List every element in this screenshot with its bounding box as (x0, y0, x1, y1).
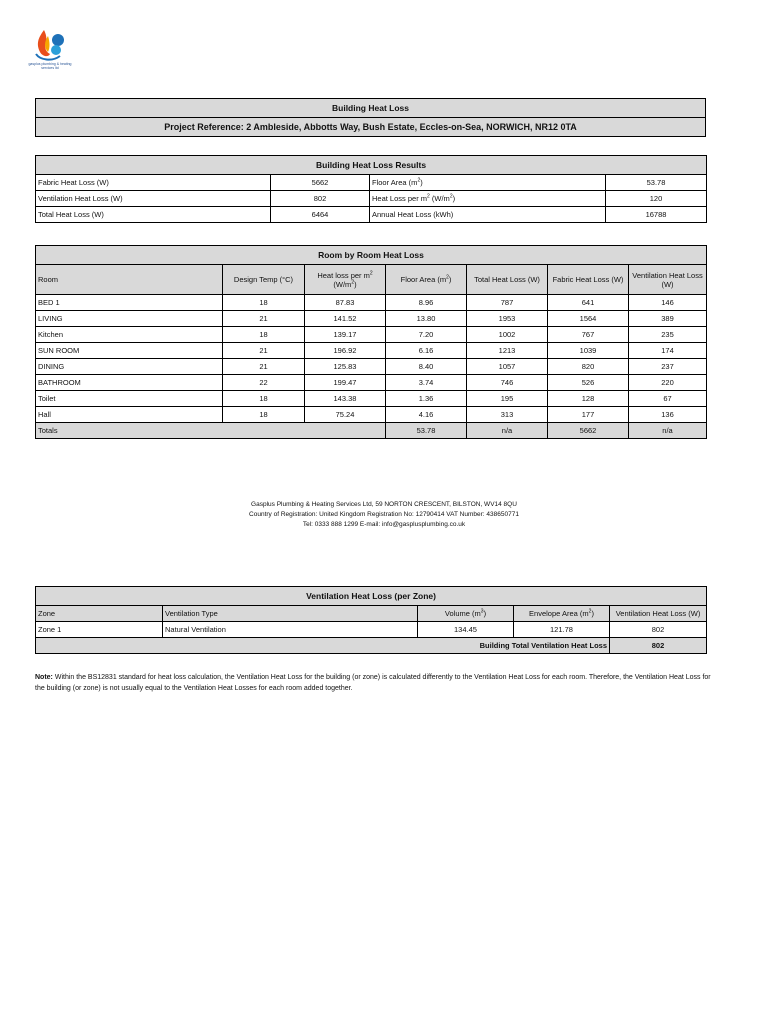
cell-total-heat-loss: 1057 (467, 359, 548, 375)
row-label: Ventilation Heat Loss (W) (36, 191, 271, 207)
room-heat-loss-table (35, 245, 707, 439)
cell-ventilation-heat-loss: 220 (629, 375, 707, 391)
note-paragraph (35, 672, 715, 694)
table-header-row (36, 606, 707, 622)
cell-floor-area: 1.36 (386, 391, 467, 407)
cell-room: SUN ROOM (36, 343, 223, 359)
col-header-zone: Zone (36, 606, 163, 622)
rooms-title: Room by Room Heat Loss (36, 246, 707, 265)
totals-label: Totals (36, 423, 386, 439)
cell-fabric-heat-loss: 128 (548, 391, 629, 407)
cell-ventilation-heat-loss: 67 (629, 391, 707, 407)
row-label: Total Heat Loss (W) (36, 207, 271, 223)
cell-ventilation-heat-loss: 146 (629, 295, 707, 311)
row-value: 120 (606, 191, 707, 207)
ventilation-title: Ventilation Heat Loss (per Zone) (36, 587, 707, 606)
cell-room: Toilet (36, 391, 223, 407)
cell-ventilation-heat-loss: 802 (610, 622, 707, 638)
cell-total-heat-loss: 195 (467, 391, 548, 407)
table-row (36, 191, 707, 207)
cell-ventilation-heat-loss: 136 (629, 407, 707, 423)
table-row (36, 207, 707, 223)
table-row (36, 311, 707, 327)
cell-total-heat-loss: 1002 (467, 327, 548, 343)
cell-floor-area: 13.80 (386, 311, 467, 327)
col-header-ventilation-heat-loss: Ventilation Heat Loss (W) (610, 606, 707, 622)
ventilation-table (35, 586, 707, 654)
table-row (36, 407, 707, 423)
cell-heat-loss-per-m2: 139.17 (305, 327, 386, 343)
cell-design-temp: 18 (223, 327, 305, 343)
cell-fabric-heat-loss: 641 (548, 295, 629, 311)
cell-heat-loss-per-m2: 75.24 (305, 407, 386, 423)
table-header-row (36, 265, 707, 295)
cell-heat-loss-per-m2: 87.83 (305, 295, 386, 311)
cell-fabric-heat-loss: 767 (548, 327, 629, 343)
table-row (36, 295, 707, 311)
cell-ventilation-heat-loss: 389 (629, 311, 707, 327)
cell-ventilation-heat-loss: 174 (629, 343, 707, 359)
note-label: Note: (35, 674, 53, 681)
footer-registration: Country of Registration: United Kingdom Registration No: 12790414 VAT Number: 438650771 (249, 511, 519, 518)
cell-floor-area: 8.96 (386, 295, 467, 311)
cell-room: BATHROOM (36, 375, 223, 391)
cell-fabric-heat-loss: 526 (548, 375, 629, 391)
col-header-ventilation-heat-loss: Ventilation Heat Loss (W) (629, 265, 707, 295)
cell-design-temp: 21 (223, 343, 305, 359)
company-footer (35, 500, 733, 530)
col-header-total-heat-loss: Total Heat Loss (W) (467, 265, 548, 295)
cell-design-temp: 18 (223, 407, 305, 423)
cell-ventilation-heat-loss: 237 (629, 359, 707, 375)
cell-room: LIVING (36, 311, 223, 327)
cell-ventilation-type: Natural Ventilation (163, 622, 418, 638)
results-table (35, 155, 707, 223)
row-value: 53.78 (606, 175, 707, 191)
col-header-ventilation-type: Ventilation Type (163, 606, 418, 622)
cell-total-heat-loss: 1953 (467, 311, 548, 327)
document-title: Building Heat Loss (36, 99, 706, 118)
cell-fabric-heat-loss: 1564 (548, 311, 629, 327)
note-text: Within the BS12831 standard for heat loss calculation, the Ventilation Heat Loss for the building (or zone) is calculated differently to the Ventilation Heat Loss for each room. Therefore, the Ventilation Heat Loss for the building (or zone) is not usually equal to the Ventilation Heat Losses for each room added together. (35, 674, 711, 692)
row-label: Fabric Heat Loss (W) (36, 175, 271, 191)
project-reference: Project Reference: 2 Ambleside, Abbotts Way, Bush Estate, Eccles-on-Sea, NORWICH, NR12 0TA (36, 118, 706, 137)
table-row (36, 622, 707, 638)
row-value: 6464 (271, 207, 370, 223)
title-table (35, 98, 706, 137)
footer-address: Gasplus Plumbing & Heating Services Ltd, 59 NORTON CRESCENT, BILSTON, WV14 8QU (251, 501, 517, 508)
totals-fabric: 5662 (548, 423, 629, 439)
cell-design-temp: 21 (223, 359, 305, 375)
cell-design-temp: 22 (223, 375, 305, 391)
col-header-envelope-area: Envelope Area $(m^2)$ (514, 606, 610, 622)
col-header-design-temp: Design Temp (°C) (223, 265, 305, 295)
totals-area: 53.78 (386, 423, 467, 439)
cell-ventilation-heat-loss: 235 (629, 327, 707, 343)
row-label: Annual Heat Loss (kWh) (370, 207, 606, 223)
cell-fabric-heat-loss: 1039 (548, 343, 629, 359)
table-row (36, 375, 707, 391)
footer-contact: Tel: 0333 888 1299 E-mail: info@gasplusplumbing.co.uk (302, 521, 466, 528)
col-header-fabric-heat-loss: Fabric Heat Loss (W) (548, 265, 629, 295)
table-row (36, 359, 707, 375)
col-header-room: Room (36, 265, 223, 295)
row-value: 16788 (606, 207, 707, 223)
cell-heat-loss-per-m2: 143.38 (305, 391, 386, 407)
cell-heat-loss-per-m2: 196.92 (305, 343, 386, 359)
totals-total: n/a (467, 423, 548, 439)
ventilation-total-value: 802 (610, 638, 707, 654)
col-header-floor-area: Floor Area $(m^2)$ (386, 265, 467, 295)
cell-room: BED 1 (36, 295, 223, 311)
totals-vent: n/a (629, 423, 707, 439)
ventilation-total-row (36, 638, 707, 654)
table-row (36, 327, 707, 343)
cell-heat-loss-per-m2: 199.47 (305, 375, 386, 391)
cell-volume: 134.45 (418, 622, 514, 638)
cell-room: Kitchen (36, 327, 223, 343)
cell-envelope-area: 121.78 (514, 622, 610, 638)
row-label: Heat Loss per $m^2$ $(W/m^2)$ (370, 191, 606, 207)
col-header-volume: Volume $(m^3)$ (418, 606, 514, 622)
logo-caption: gasplus plumbing & heating services ltd (28, 62, 72, 70)
row-label: Floor Area $(m^2)$ (370, 175, 606, 191)
cell-design-temp: 18 (223, 391, 305, 407)
cell-floor-area: 8.40 (386, 359, 467, 375)
results-title: Building Heat Loss Results (36, 156, 707, 175)
col-header-heat-loss-per-m2: Heat loss per $m^2$ $(W/m^2)$ (305, 265, 386, 295)
totals-row (36, 423, 707, 439)
table-row (36, 175, 707, 191)
cell-floor-area: 6.16 (386, 343, 467, 359)
cell-total-heat-loss: 1213 (467, 343, 548, 359)
cell-floor-area: 7.20 (386, 327, 467, 343)
cell-floor-area: 3.74 (386, 375, 467, 391)
row-value: 802 (271, 191, 370, 207)
cell-total-heat-loss: 787 (467, 295, 548, 311)
cell-zone: Zone 1 (36, 622, 163, 638)
table-row (36, 343, 707, 359)
cell-total-heat-loss: 313 (467, 407, 548, 423)
ventilation-total-label: Building Total Ventilation Heat Loss (36, 638, 610, 654)
cell-room: Hall (36, 407, 223, 423)
cell-design-temp: 21 (223, 311, 305, 327)
cell-fabric-heat-loss: 820 (548, 359, 629, 375)
cell-fabric-heat-loss: 177 (548, 407, 629, 423)
cell-total-heat-loss: 746 (467, 375, 548, 391)
row-value: 5662 (271, 175, 370, 191)
cell-room: DINING (36, 359, 223, 375)
cell-design-temp: 18 (223, 295, 305, 311)
cell-heat-loss-per-m2: 141.52 (305, 311, 386, 327)
table-row (36, 391, 707, 407)
cell-floor-area: 4.16 (386, 407, 467, 423)
cell-heat-loss-per-m2: 125.83 (305, 359, 386, 375)
